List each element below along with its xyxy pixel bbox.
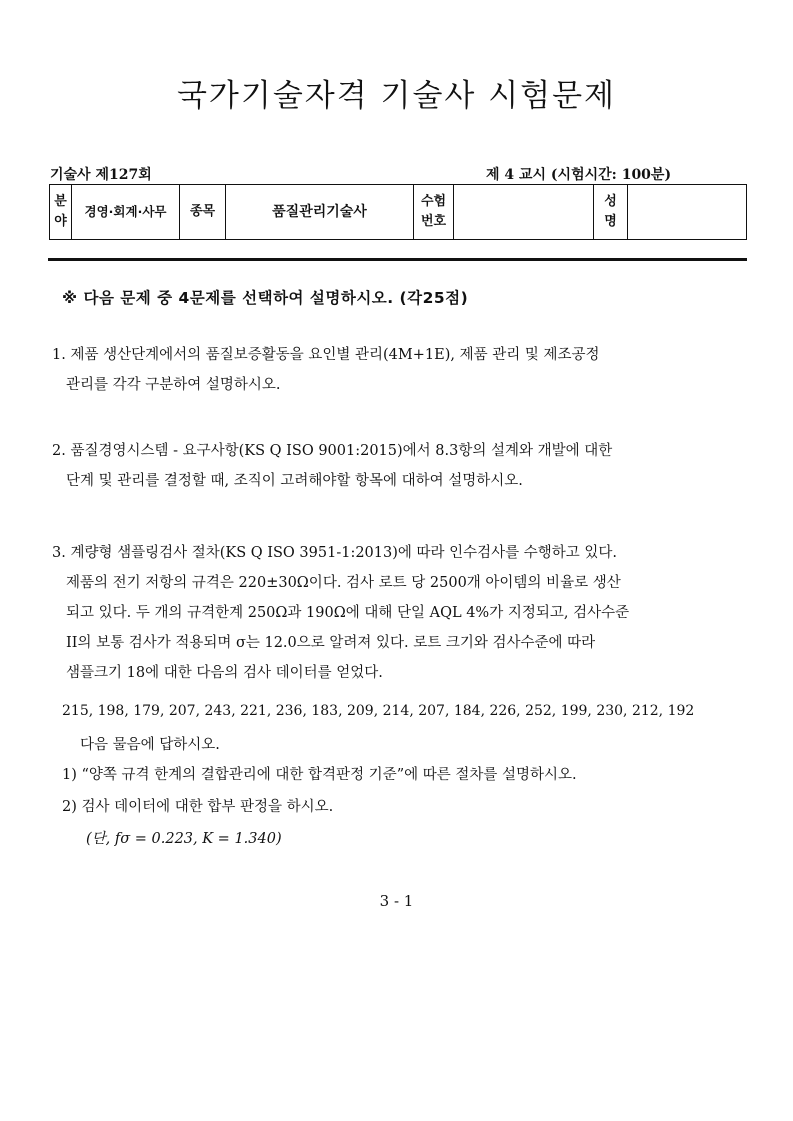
exam-round: 기술사 제127회 xyxy=(50,167,152,183)
exam-number-label: 수험 번호 xyxy=(414,185,454,240)
question-line: 제품의 전기 저항의 규격은 220±30Ω이다. 검사 로트 당 2500개 아이템의 비율로 생산 xyxy=(66,575,621,591)
question-1 xyxy=(52,340,748,400)
subquestion-1: 1) “양쪽 규격 한계의 결합관리에 대한 합격판정 기준”에 따른 절차를 설명하시오. xyxy=(62,767,577,783)
document-title: 국가기술자격 기술사 시험문제 xyxy=(176,78,616,114)
field-label: 분 야 xyxy=(50,185,72,240)
question-line: 1. 제품 생산단계에서의 품질보증활동을 요인별 관리(4M+1E), 제품 관리 및 제조공정 xyxy=(52,347,600,363)
name-label: 성 명 xyxy=(594,185,628,240)
session-info: 제 4 교시 (시험시간: 100분) xyxy=(486,167,672,183)
condition-note: (단, fσ = 0.223, K = 1.340) xyxy=(86,831,282,847)
question-line: 2. 품질경영시스템 - 요구사항(KS Q ISO 9001:2015)에서 8.3항의 설계와 개발에 대한 xyxy=(52,443,613,459)
question-line: 단계 및 관리를 결정할 때, 조직이 고려해야할 항목에 대하여 설명하시오. xyxy=(66,473,523,489)
question-line: 샘플크기 18에 대한 다음의 검사 데이터를 얻었다. xyxy=(66,665,383,681)
name-field[interactable] xyxy=(628,185,747,240)
page-number: 3 - 1 xyxy=(379,892,414,910)
question-line: II의 보통 검사가 적용되며 σ는 12.0으로 알려져 있다. 로트 크기와 검사수준에 따라 xyxy=(66,635,596,651)
exam-number-field[interactable] xyxy=(454,185,594,240)
exam-info-table xyxy=(49,184,747,240)
item-label: 종목 xyxy=(180,185,226,240)
instruction: ※ 다음 문제 중 4문제를 선택하여 설명하시오. (각25점) xyxy=(62,289,469,307)
question-2 xyxy=(52,436,748,496)
question-3 xyxy=(52,538,748,688)
question-line: 관리를 각각 구분하여 설명하시오. xyxy=(66,377,281,393)
inspection-data: 215, 198, 179, 207, 243, 221, 236, 183, 209, 214, 207, 184, 226, 252, 199, 230, 212, 192 xyxy=(62,703,695,719)
question-prompt: 다음 물음에 답하시오. xyxy=(80,737,220,753)
question-line: 3. 계량형 샘플링검사 절차(KS Q ISO 3951-1:2013)에 따라 인수검사를 수행하고 있다. xyxy=(52,545,618,561)
divider-rule xyxy=(48,258,747,261)
item-value: 품질관리기술사 xyxy=(226,185,414,240)
field-value: 경영·회계·사무 xyxy=(72,185,180,240)
question-line: 되고 있다. 두 개의 규격한계 250Ω과 190Ω에 대해 단일 AQL 4%가 지정되고, 검사수준 xyxy=(66,605,630,621)
subquestion-2: 2) 검사 데이터에 대한 합부 판정을 하시오. xyxy=(62,799,334,815)
